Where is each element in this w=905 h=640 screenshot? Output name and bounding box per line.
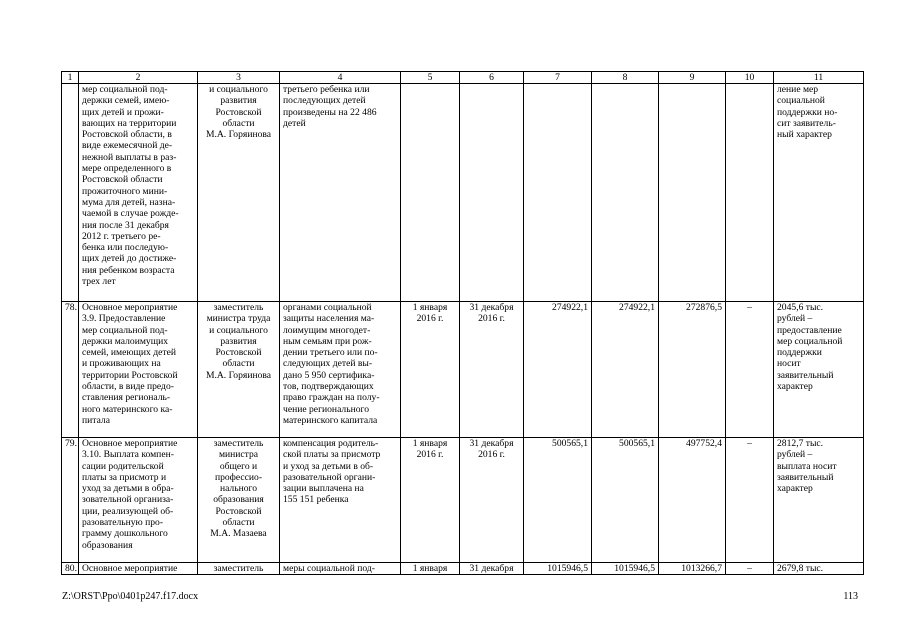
result-cell: третьего ребенка или последующих детей произведены на 22 486 детей: [280, 84, 401, 302]
result-cell: компенсация родитель- ской платы за присмотр и уход за детьми в об- разовательной органи- зации выплачена на 155 151 ребенка: [280, 438, 401, 563]
header-cell: 6: [460, 72, 524, 84]
value-cell: –: [726, 438, 774, 563]
start-date-cell: [401, 84, 460, 302]
executor-cell: заместитель: [198, 563, 280, 575]
header-cell: 1: [62, 72, 79, 84]
header-cell: 10: [726, 72, 774, 84]
header-cell: 2: [79, 72, 198, 84]
header-cell: 4: [280, 72, 401, 84]
value-cell: 500565,1: [524, 438, 592, 563]
table-row: [62, 302, 864, 438]
value-cell: 1015946,5: [592, 563, 659, 575]
value-cell: 272876,5: [659, 302, 726, 438]
value-cell: [659, 84, 726, 302]
start-date-cell: 1 января 2016 г.: [401, 302, 460, 438]
activity-cell: мер социальной под- держки семей, имею- щих детей и прожи- вающих на территории Ростовской области, в виде ежемесячной де- нежной выплаты в раз- мере определенного в Ростовской области прожиточного мини- мума для детей, назна- чаемой в случае рожде- ния после 31 декабря 2012 г. третьего ре- бенка или последую- щих детей до достиже- ния ребенком возраста трех лет: [79, 84, 198, 302]
value-cell: 500565,1: [592, 438, 659, 563]
header-cell: 7: [524, 72, 592, 84]
report-table: [61, 71, 864, 575]
header-row: [62, 72, 864, 84]
start-date-cell: 1 января 2016 г.: [401, 438, 460, 563]
end-date-cell: 31 декабря 2016 г.: [460, 302, 524, 438]
activity-cell: Основное мероприятие 3.10. Выплата компен- сации родительской платы за присмотр и уход за детьми в обра- зовательной организа- ции, реализующей об- разовательную про- грамму дошкольного образования: [79, 438, 198, 563]
header-cell: 9: [659, 72, 726, 84]
row-number: 79.: [62, 438, 79, 563]
value-cell: –: [726, 563, 774, 575]
executor-cell: заместитель министра общего и профессио- нального образования Ростовской области М.А. Мазаева: [198, 438, 280, 563]
table-row: [62, 563, 864, 575]
row-number: 80.: [62, 563, 79, 575]
activity-cell: Основное мероприятие: [79, 563, 198, 575]
activity-cell: Основное мероприятие 3.9. Предоставление мер социальной под- держки малоимущих семей, имеющих детей и проживающих на территории Ростовской области, в виде предо- ставления региональ- ного материнского ка- питала: [79, 302, 198, 438]
value-cell: [524, 84, 592, 302]
table-row: [62, 438, 864, 563]
end-date-cell: 31 декабря 2016 г.: [460, 438, 524, 563]
file-path: Z:\ORST\Ppo\0401p247.f17.docx: [62, 591, 199, 602]
value-cell: 274922,1: [592, 302, 659, 438]
value-cell: 274922,1: [524, 302, 592, 438]
executor-cell: заместитель министра труда и социального развития Ростовской области М.А. Горяинова: [198, 302, 280, 438]
value-cell: –: [726, 302, 774, 438]
header-cell: 8: [592, 72, 659, 84]
start-date-cell: 1 января: [401, 563, 460, 575]
note-cell: 2812,7 тыс. рублей – выплата носит заявительный характер: [774, 438, 864, 563]
header-cell: 3: [198, 72, 280, 84]
table-row: [62, 84, 864, 302]
page-number: 113: [843, 591, 858, 602]
header-cell: 11: [774, 72, 864, 84]
value-cell: [726, 84, 774, 302]
note-cell: 2679,8 тыс.: [774, 563, 864, 575]
row-number: [62, 84, 79, 302]
value-cell: 497752,4: [659, 438, 726, 563]
note-cell: 2045,6 тыс. рублей – предоставление мер социальной поддержки носит заявительный характер: [774, 302, 864, 438]
row-number: 78.: [62, 302, 79, 438]
value-cell: [592, 84, 659, 302]
executor-cell: и социального развития Ростовской области М.А. Горяинова: [198, 84, 280, 302]
end-date-cell: [460, 84, 524, 302]
header-cell: 5: [401, 72, 460, 84]
result-cell: органами социальной защиты населения ма- лоимущим многодет- ным семьям при рож- дении третьего или по- следующих детей вы- дано 5 950 сертифика- тов, подтверждающих право граждан на полу- чение регионального материнского капитала: [280, 302, 401, 438]
end-date-cell: 31 декабря: [460, 563, 524, 575]
note-cell: ление мер социальной поддержки но- сит заявитель- ный характер: [774, 84, 864, 302]
result-cell: меры социальной под-: [280, 563, 401, 575]
value-cell: 1013266,7: [659, 563, 726, 575]
value-cell: 1015946,5: [524, 563, 592, 575]
